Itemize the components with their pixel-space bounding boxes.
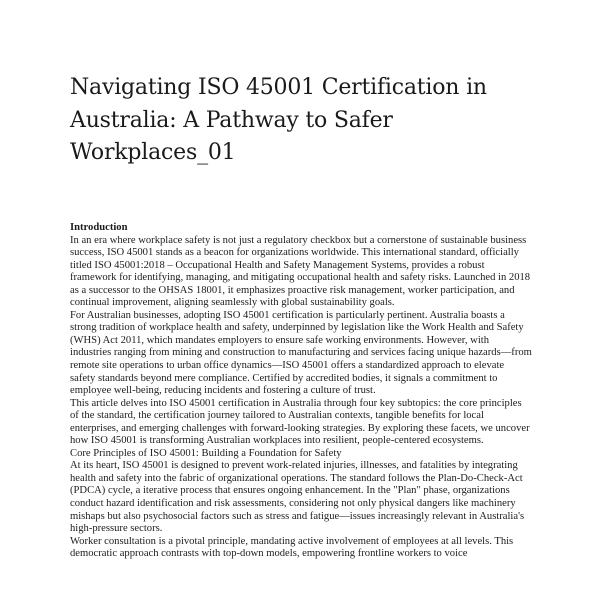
section-heading: Core Principles of ISO 45001: Building a Foundation for Safety: [70, 447, 342, 459]
paragraph: At its heart, ISO 45001 is designed to prevent work-related injuries, illnesses, and fatalities by integrating health and safety into the fabric of organizational operations. The standard follows the Plan-Do-Check-Act (PDCA) cycle, a iterative process that ensures ongoing enhancement. In the "Plan" phase, organizations conduct hazard identification and risk assessments, considering not only physical dangers like machinery mishaps but also psychosocial factors such as stress and fatigue—issues increasingly relevant in Australia's high-pressure sectors.: [70, 460, 525, 535]
introduction-heading: Introduction: [70, 222, 128, 233]
paragraph: In an era where workplace safety is not just a regulatory checkbox but a cornerstone of sustainable business success, ISO 45001 stands as a beacon for organizations worldwide. This international standard, officially titled ISO 45001:2018 – Occupational Health and Safety Management Systems, provides a robust framework for identifying, managing, and mitigating occupational health and safety risks. Launched in 2018 as a successor to the OHSAS 18001, it emphasizes proactive risk management, worker participation, and continual improvement, aligning seamlessly with global sustainability goals.: [70, 234, 531, 309]
paragraph: Worker consultation is a pivotal principle, mandating active involvement of employees at all levels. This democratic approach contrasts with top-down models, empowering frontline workers to voice: [70, 535, 514, 560]
document-body: [70, 222, 532, 561]
paragraph: For Australian businesses, adopting ISO 45001 certification is particularly pertinent. Australia boasts a strong tradition of workplace health and safety, underpinned by legislation like the Work Health and Safety (WHS) Act 2011, which mandates employers to ensure safe working environments. However, with industries ranging from mining and construction to manufacturing and services facing unique hazards—from remote site operations to urban office dynamics—ISO 45001 offers a standardized approach to elevate safety standards beyond mere compliance. Certified by accredited bodies, it signals a commitment to employee well-being, reducing incidents and fostering a culture of trust.: [70, 309, 532, 397]
paragraph: This article delves into ISO 45001 certification in Australia through four key subtopics: the core principles of the standard, the certification journey tailored to Australian contexts, tangible benefits for local enterprises, and emerging challenges with forward-looking strategies. By exploring these facets, we uncover how ISO 45001 is transforming Australian workplaces into resilient, people-centered ecosystems.: [70, 397, 530, 447]
document-title: Navigating ISO 45001 Certification in Australia: A Pathway to Safer Workplaces_01: [70, 75, 487, 165]
